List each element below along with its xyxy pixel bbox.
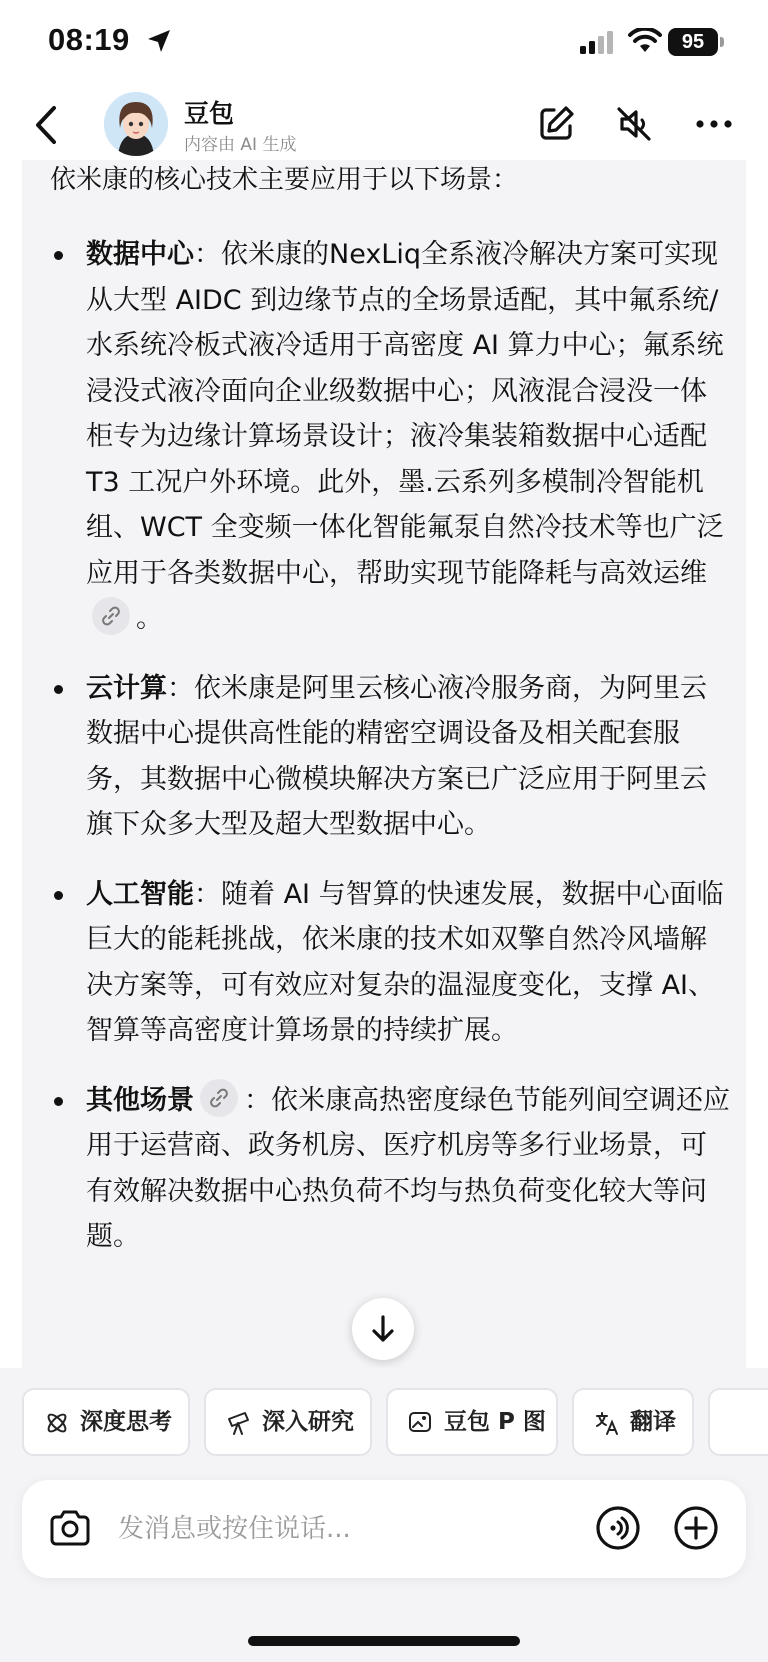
- chat-header: [0, 86, 768, 166]
- item-title: 数据中心: [86, 239, 194, 270]
- list-item: [50, 666, 730, 848]
- deep-think-label: 深度思考: [80, 1409, 172, 1435]
- bot-avatar-icon: [104, 92, 168, 156]
- link-icon: [100, 605, 122, 627]
- plus-icon[interactable]: [672, 1504, 720, 1552]
- edit-button[interactable]: [536, 104, 576, 144]
- home-indicator: [248, 1636, 520, 1646]
- location-arrow-icon: [146, 28, 172, 54]
- item-text: ：随着 AI 与智算的快速发展，数据中心面临巨大的能耗挑战，依米康的技术如双擎自然冷风墙解决方案等，可有效应对复杂的温湿度变化，支撑 AI、智算等高密度计算场景的持续扩展。: [86, 878, 724, 1046]
- telescope-icon: [226, 1410, 252, 1436]
- ai-generated-label: 内容由 AI 生成: [184, 135, 297, 155]
- more-dots-icon[interactable]: [692, 104, 736, 144]
- item-title: 其他场景: [86, 1084, 194, 1116]
- message-input[interactable]: [118, 1508, 478, 1550]
- translate-button[interactable]: [572, 1388, 694, 1456]
- translate-icon: [594, 1410, 620, 1436]
- camera-icon[interactable]: [48, 1508, 92, 1548]
- list-item: [50, 232, 730, 642]
- voice-call-icon[interactable]: [594, 1504, 642, 1552]
- scroll-to-bottom-button[interactable]: [352, 1298, 414, 1360]
- image-gen-button[interactable]: [386, 1388, 558, 1456]
- list-item: [50, 1078, 730, 1260]
- deep-research-label: 深入研究: [262, 1409, 354, 1435]
- message-composer: [22, 1480, 746, 1578]
- arrow-down-icon: [370, 1314, 396, 1344]
- status-bar: [0, 0, 768, 86]
- battery-indicator: 95: [668, 28, 718, 56]
- bot-message: [22, 160, 746, 1368]
- item-title: 人工智能: [86, 878, 194, 910]
- atom-icon: [44, 1410, 70, 1436]
- item-title: 云计算: [86, 672, 167, 704]
- answer-list: [50, 232, 730, 1284]
- bottom-area: [0, 1368, 768, 1662]
- translate-label: 翻译: [630, 1409, 676, 1435]
- reference-link-button[interactable]: [92, 597, 130, 635]
- item-tail: 。: [136, 603, 163, 634]
- reference-link-button[interactable]: [200, 1079, 238, 1117]
- speaker-muted-icon[interactable]: [614, 104, 654, 144]
- avatar[interactable]: [104, 92, 168, 156]
- deep-think-button[interactable]: [22, 1388, 190, 1456]
- quick-action-row: [22, 1388, 768, 1458]
- more-actions-chip[interactable]: [708, 1388, 768, 1456]
- back-button[interactable]: [28, 100, 68, 150]
- list-item: [50, 872, 730, 1054]
- item-text: ：依米康是阿里云核心液冷服务商，为阿里云数据中心提供高性能的精密空调设备及相关配套服务，其数据中心微模块解决方案已广泛应用于阿里云旗下众多大型及超大型数据中心。: [86, 672, 707, 840]
- bot-name: 豆包: [184, 99, 235, 128]
- image-edit-icon: [408, 1410, 434, 1436]
- deep-research-button[interactable]: [204, 1388, 372, 1456]
- image-gen-label: 豆包 P 图: [444, 1409, 546, 1435]
- wifi-icon: [628, 28, 662, 54]
- message-intro: 依米康的核心技术主要应用于以下场景：: [50, 165, 519, 195]
- link-icon: [208, 1087, 230, 1109]
- status-time: 08:19: [48, 22, 130, 57]
- item-text: ：依米康的NexLiq全系液冷解决方案可实现从大型 AIDC 到边缘节点的全场景适配，其中氟系统/水系统冷板式液冷适用于高密度 AI 算力中心；氟系统浸没式液冷面向企业级数据中心；风液混合浸没一体柜专为边缘计算场景设计；液冷集装箱数据中心适配 T3 工况户外环境。此外，墨.云系列多模制冷智能机组、WCT 全变频一体化智能氟泵自然冷技术等也广泛应用于各类数据中心，帮助实现节能降耗与高效运维: [86, 239, 724, 589]
- cellular-signal-icon: [578, 30, 618, 54]
- item-text: ：依米康高热密度绿色节能列间空调还应用于运营商、政务机房、医疗机房等多行业场景，可有效解决数据中心热负荷不均与热负荷变化较大等问题。: [86, 1084, 730, 1252]
